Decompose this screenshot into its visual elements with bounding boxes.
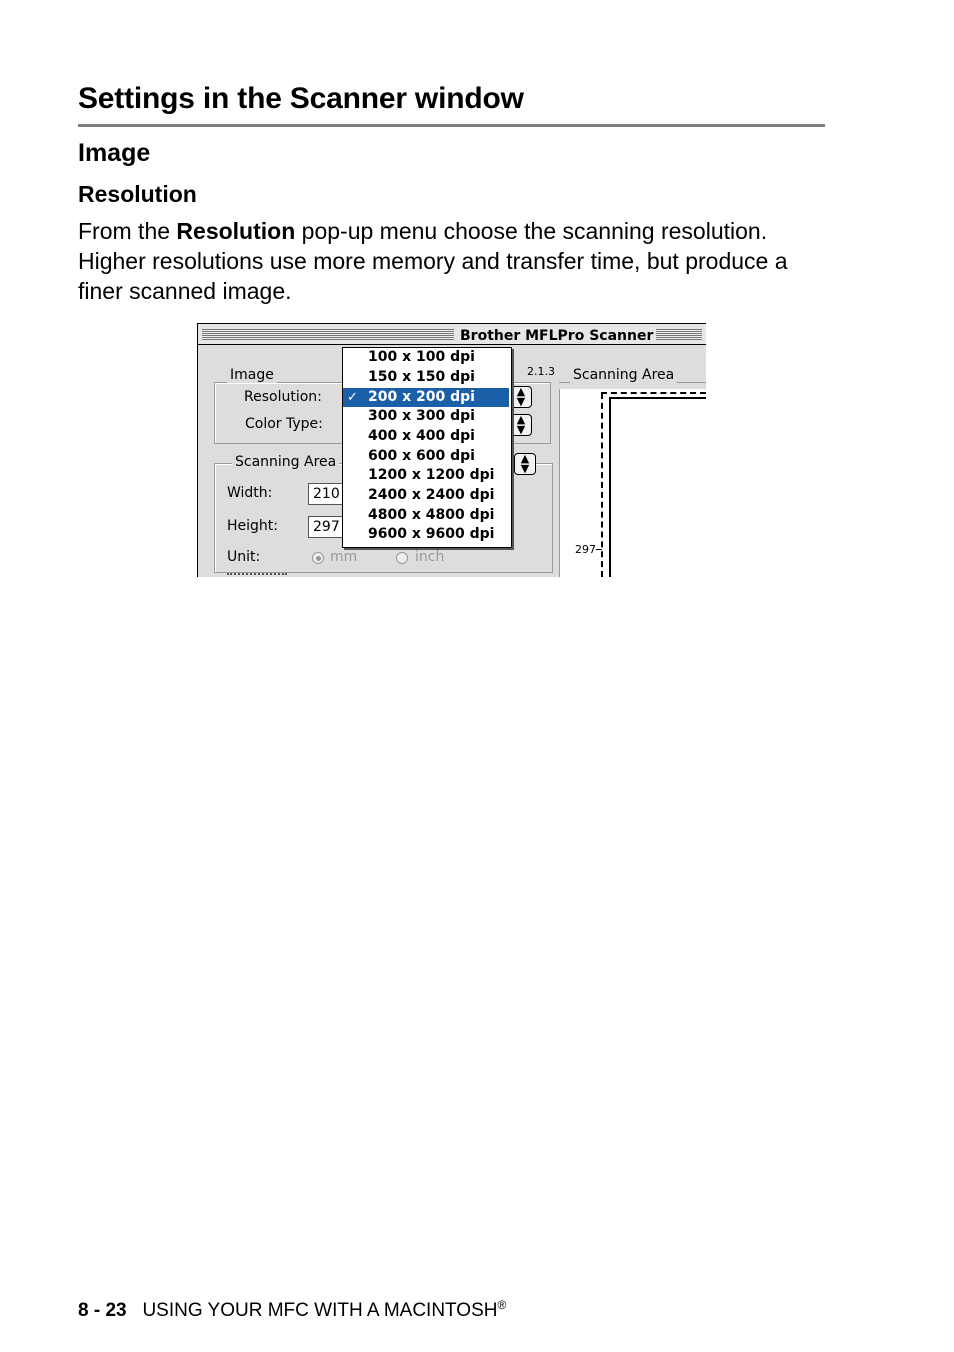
- unit-mm-label: mm: [330, 549, 358, 565]
- ruler-tick: [596, 549, 602, 550]
- menu-item-100[interactable]: [343, 348, 509, 367]
- menu-item-label: 300 x 300 dpi: [368, 408, 475, 424]
- menu-item-300[interactable]: [343, 407, 509, 426]
- width-field[interactable]: 210: [308, 483, 348, 505]
- menu-item-label: 100 x 100 dpi: [368, 349, 475, 365]
- scan-region-top-edge[interactable]: [601, 392, 706, 394]
- menu-item-label: 9600 x 9600 dpi: [368, 526, 495, 542]
- unit-inch-radio[interactable]: [396, 552, 408, 564]
- para-after: pop-up menu choose the scanning resolution. Higher resolutions use more memory and transfer time, but produce a finer scanned image.: [78, 218, 788, 304]
- menu-item-label: 600 x 600 dpi: [368, 448, 475, 464]
- menu-item-label: 4800 x 4800 dpi: [368, 507, 495, 523]
- version-label: 2.1.3: [527, 365, 555, 378]
- menu-item-150[interactable]: [343, 368, 509, 387]
- para-before: From the: [78, 218, 177, 244]
- registered-mark: ®: [497, 1298, 507, 1312]
- menu-item-label: 400 x 400 dpi: [368, 428, 475, 444]
- image-group-title: Image: [227, 367, 277, 383]
- page-heading: Settings in the Scanner window: [78, 82, 524, 115]
- menu-item-label: 200 x 200 dpi: [368, 389, 475, 405]
- body-paragraph: [78, 216, 838, 306]
- resolution-popup-arrows[interactable]: ▲ ▼: [510, 386, 532, 408]
- unit-label: Unit:: [227, 549, 261, 565]
- unit-inch-label: inch: [415, 549, 445, 565]
- section-heading: Image: [78, 139, 151, 167]
- menu-item-1200[interactable]: [343, 466, 509, 485]
- color-type-label: Color Type:: [245, 416, 323, 432]
- width-label: Width:: [227, 485, 273, 501]
- resolution-label: Resolution:: [244, 389, 322, 405]
- para-bold: Resolution: [176, 218, 296, 244]
- menu-item-2400[interactable]: [343, 486, 509, 505]
- menu-item-label: 2400 x 2400 dpi: [368, 487, 495, 503]
- menu-item-4800[interactable]: [343, 506, 509, 525]
- menu-item-label: 1200 x 1200 dpi: [368, 467, 495, 483]
- page-number: 8 - 23: [78, 1300, 127, 1321]
- preview-title: Scanning Area: [570, 367, 677, 383]
- unit-mm-radio[interactable]: [312, 552, 324, 564]
- checkmark-icon: ✓: [347, 390, 358, 405]
- height-label: Height:: [227, 518, 278, 534]
- title-bar[interactable]: [197, 323, 706, 345]
- scanner-window-screenshot: [197, 323, 706, 577]
- paper-outline: [609, 397, 706, 577]
- menu-item-600[interactable]: [343, 447, 509, 466]
- color-type-popup-button[interactable]: ▲ ▼: [510, 414, 532, 436]
- page-footer: [78, 1300, 506, 1322]
- heading-rule: [78, 124, 825, 127]
- menu-item-400[interactable]: [343, 427, 509, 446]
- height-field[interactable]: 297: [308, 516, 348, 538]
- ruler-297-label: 297: [575, 543, 596, 556]
- window-title: Brother MFLPro Scanner: [457, 328, 656, 344]
- title-stripes-left: [202, 329, 454, 340]
- radio-selected-dot: [316, 556, 321, 561]
- menu-item-label: 150 x 150 dpi: [368, 369, 475, 385]
- resolution-popup-menu[interactable]: [342, 347, 512, 548]
- menu-item-200-selected[interactable]: [343, 388, 509, 407]
- menu-item-9600[interactable]: [343, 525, 509, 544]
- subsection-heading: Resolution: [78, 181, 197, 207]
- window-left-border: [197, 345, 198, 577]
- scanning-area-group-title: Scanning Area: [232, 454, 339, 470]
- scan-size-popup-button[interactable]: ▲ ▼: [514, 453, 536, 475]
- footer-text: USING YOUR MFC WITH A MACINTOSH: [142, 1300, 498, 1321]
- cut-off-label: [227, 573, 287, 577]
